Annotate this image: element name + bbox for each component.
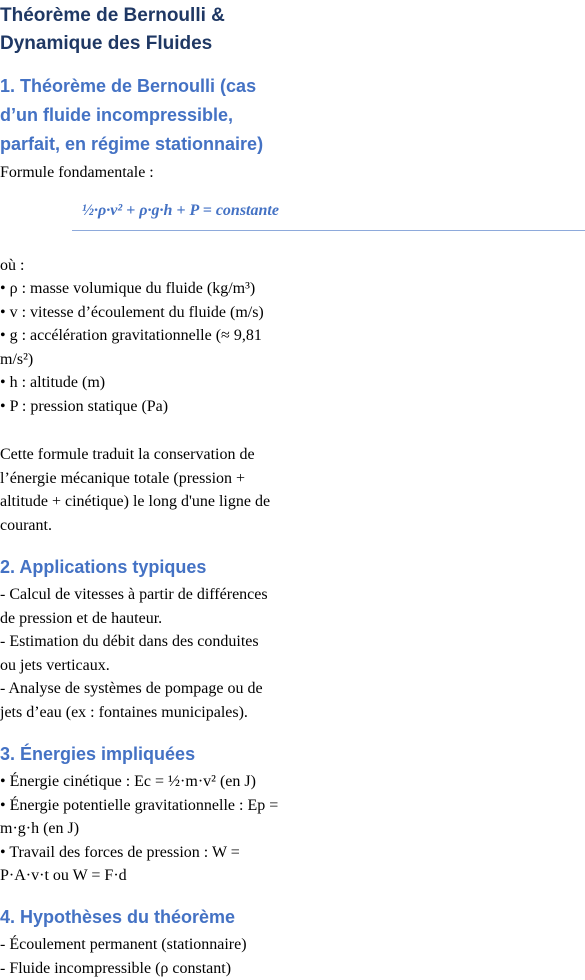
section-heading-bernoulli: 1. Théorème de Bernoulli (cas d’un fluide incompressible, parfait, en régime stationnaire) bbox=[0, 76, 264, 154]
section-heading-hypotheses: 4. Hypothèses du théorème bbox=[0, 907, 236, 927]
applications-list: - Calcul de vitesses à partir de différences de pression et de hauteur. - Estimation du débit dans des conduites ou jets verticaux. - Analyse de systèmes de pompage ou de jets d’eau (ex : fontaines municipales). bbox=[0, 586, 268, 721]
explanation-paragraph: Cette formule traduit la conservation de l’énergie mécanique totale (pression + altitude + cinétique) le long d'une ligne de courant. bbox=[0, 446, 271, 534]
formula-intro: Formule fondamentale : bbox=[0, 164, 154, 181]
document-title: Théorème de Bernoulli & Dynamique des Fluides bbox=[0, 5, 225, 54]
section-heading-energies: 3. Énergies impliquées bbox=[0, 744, 196, 764]
energies-list: • Énergie cinétique : Ec = ½·m·v² (en J) • Énergie potentielle gravitationnelle : Ep = m·g·h (en J) • Travail des forces de pression : W = P·A·v·t ou W = F·d bbox=[0, 773, 279, 884]
formula-divider bbox=[72, 230, 585, 231]
variables-list: • ρ : masse volumique du fluide (kg/m³) • v : vitesse d’écoulement du fluide (m/s) • g : accélération gravitationnelle (≈ 9,81 m/s²) • h : altitude (m) • P : pression statique (Pa) bbox=[0, 280, 264, 415]
section-heading-applications: 2. Applications typiques bbox=[0, 557, 207, 577]
bernoulli-formula: ½·ρ·v² + ρ·g·h + P = constante bbox=[82, 202, 279, 219]
variables-label: où : bbox=[0, 257, 25, 274]
hypotheses-list: - Écoulement permanent (stationnaire) - Fluide incompressible (ρ constant) bbox=[0, 936, 247, 977]
